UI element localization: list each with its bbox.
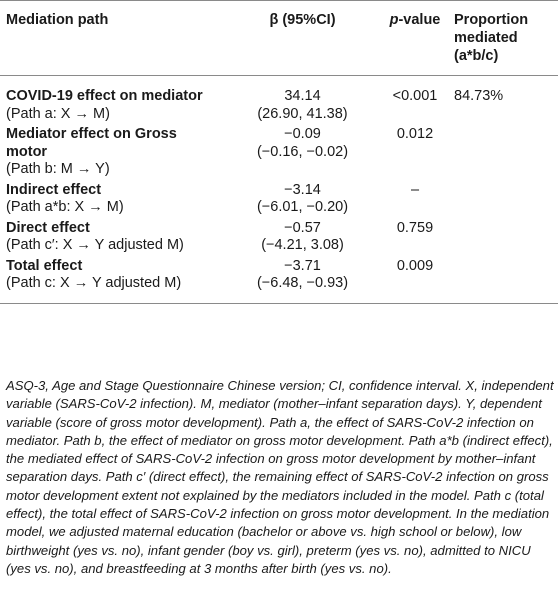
mediation-table	[0, 0, 558, 304]
row-p-value: 0.759	[396, 219, 434, 236]
row-path-name: Total effect	[6, 257, 83, 274]
row-beta-ci: (26.90, 41.38)	[257, 105, 348, 122]
header-p-value	[380, 1, 450, 76]
row-proportion	[450, 179, 558, 217]
header-proportion-line2: mediated	[454, 30, 518, 46]
row-path-cell	[0, 76, 225, 124]
table-row	[0, 123, 558, 179]
row-path-name: Direct effect	[6, 219, 90, 236]
row-beta-ci: (−4.21, 3.08)	[261, 237, 344, 253]
row-beta-ci: (−6.01, −0.20)	[256, 199, 349, 215]
header-proportion-line3: (a*b/c)	[454, 48, 499, 64]
row-beta-value: −3.71	[284, 257, 321, 274]
row-path-desc: (Path c′: X → Y adjusted M)	[6, 237, 184, 253]
row-beta-cell	[225, 76, 380, 124]
row-beta-value: −3.14	[284, 181, 321, 198]
header-row	[0, 1, 558, 76]
row-p-value: <0.001	[392, 88, 438, 104]
table-footnote: ASQ-3, Age and Stage Questionnaire Chinese version; CI, confidence interval. X, independent variable (SARS-CoV-2 infection). M, mediator (mother–infant separation days). Y, dependent variable (score of gross motor development). Path a, the effect of SARS-CoV-2 infection on mediator. Path b, the effect of mediator on gross motor development. Path a*b (indirect effect), the mediated effect of SARS-CoV-2 infection on gross motor development by mother–infant separation days. Path c′ (direct effect), the remaining effect of SARS-CoV-2 infection on gross motor development extent not explained by the mediators included in the model. Path c (total effect), the total effect of SARS-CoV-2 infection on gross motor development. In the mediation model, we adjusted maternal education (bachelor or above vs. high school or below), low birthweight (yes vs. no), infant gender (boy vs. girl), preterm (yes vs. no), admitted to NICU (yes vs. no), and breastfeeding at 3 months after birth (yes vs. no).	[6, 378, 554, 576]
header-beta-ci: β (95%CI)	[269, 12, 336, 28]
table-header	[0, 1, 558, 76]
row-beta-ci: (−0.16, −0.02)	[256, 143, 349, 160]
row-beta-value: −0.57	[284, 219, 321, 236]
table-body	[0, 76, 558, 304]
row-beta-cell	[225, 217, 380, 255]
row-path-name: Mediator effect on Gross	[6, 126, 177, 142]
table-row	[0, 76, 558, 124]
table-row	[0, 179, 558, 217]
row-p-value: –	[410, 181, 420, 198]
row-p-value: 0.009	[396, 257, 434, 274]
row-proportion	[450, 255, 558, 304]
header-mediation-path: Mediation path	[6, 12, 109, 28]
row-beta-cell	[225, 179, 380, 217]
row-beta-value: 34.14	[284, 88, 321, 104]
header-proportion-line1: Proportion	[454, 12, 529, 28]
row-path-name: COVID-19 effect on mediator	[6, 88, 203, 104]
row-path-cell	[0, 123, 225, 179]
row-path-desc: (Path c: X → Y adjusted M)	[6, 275, 182, 291]
row-proportion	[450, 123, 558, 179]
row-path-cell	[0, 255, 225, 304]
header-p-italic: p	[389, 12, 399, 28]
table-row	[0, 217, 558, 255]
row-proportion	[450, 217, 558, 255]
row-proportion: 84.73%	[454, 88, 504, 104]
row-path-desc: (Path b: M → Y)	[6, 161, 110, 177]
row-beta-ci: (−6.48, −0.93)	[256, 275, 349, 291]
header-p-suffix: -value	[398, 12, 441, 28]
row-path-desc: (Path a: X → M)	[6, 105, 110, 122]
row-p-value: 0.012	[396, 126, 434, 142]
mediation-table-container	[0, 0, 558, 304]
row-path-cell	[0, 217, 225, 255]
row-path-cell	[0, 179, 225, 217]
row-path-desc: (Path a*b: X → M)	[6, 199, 124, 215]
row-path-name-line2: motor	[6, 143, 48, 160]
row-beta-cell	[225, 255, 380, 304]
row-beta-value: −0.09	[284, 126, 321, 142]
row-path-name: Indirect effect	[6, 181, 102, 198]
row-beta-cell	[225, 123, 380, 179]
table-row	[0, 255, 558, 304]
header-proportion-mediated	[450, 1, 558, 76]
